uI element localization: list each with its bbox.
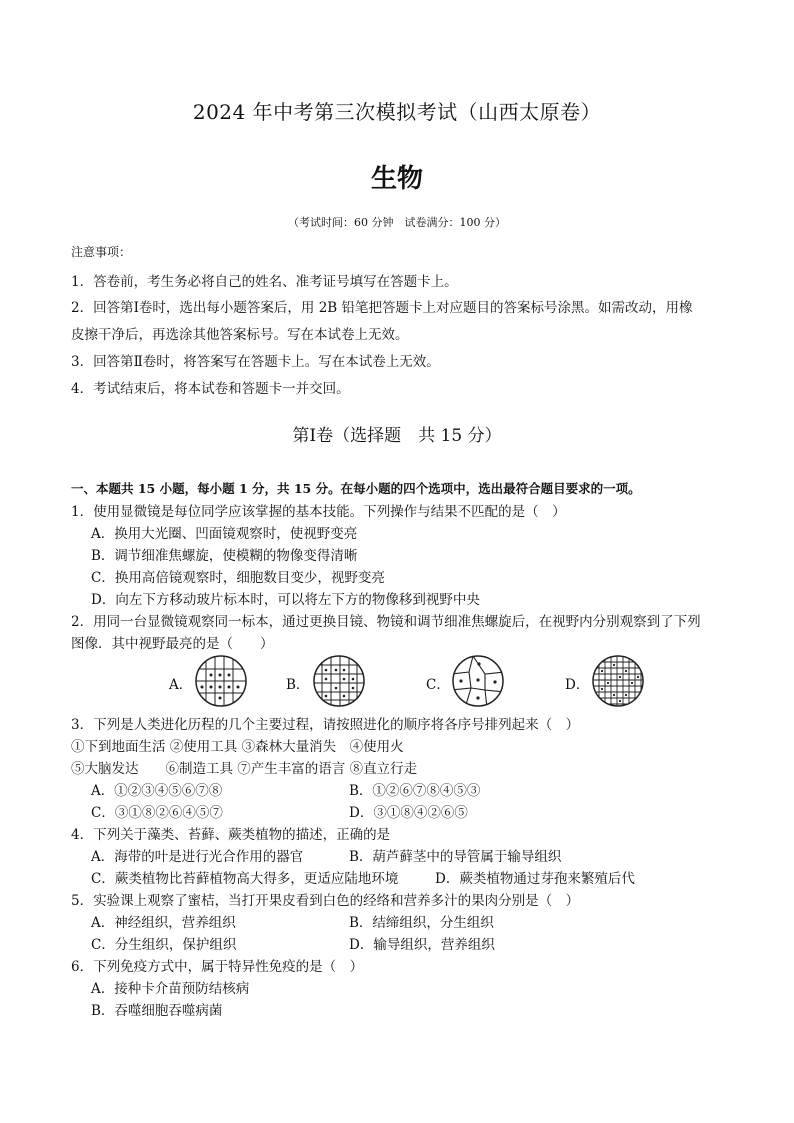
q2-image-a [194,654,248,708]
q4-option-c: C．蕨类植物比苔藓植物高大得多，更适应陆地环境 [91,871,399,887]
q2-image-b [312,654,366,708]
notice-item-1: 1．答卷前，考生务必将自己的姓名、准考证号填写在答题卡上。 [71,274,458,290]
notice-item-2-cont: 皮擦干净后，再选涂其他答案标号。写在本试卷上无效。 [71,327,409,343]
q2-image-c [451,654,505,708]
q2-option-d-label: D． [565,677,590,693]
notice-item-2: 2．回答第Ⅰ卷时，选出每小题答案后，用 2B 铅笔把答题卡上对应题目的答案标号涂黑。如需改动，用橡 [71,300,693,316]
q4-option-a: A．海带的叶是进行光合作用的器官 [91,849,304,865]
part1-heading: 第Ⅰ卷（选择题 共 15 分） [292,426,502,446]
q2-option-c-label: C． [426,677,450,693]
q1-option-c: C．换用高倍镜观察时，细胞数目变少，视野变亮 [91,570,385,586]
q1-stem: 1．使用显微镜是每位同学应该掌握的基本技能。下列操作与结果不匹配的是（ ） [71,504,566,520]
q2-option-b-label: B． [286,677,310,693]
notice-item-4: 4．考试结束后，将本试卷和答题卡一并交回。 [71,381,350,397]
exam-info: （考试时间：60 分钟 试卷满分：100 分） [288,216,506,229]
q5-stem: 5．实验课上观察了蜜桔，当打开果皮看到白色的经络和营养多汁的果肉分别是（ ） [71,893,580,909]
q6-option-a: A．接种卡介苗预防结核病 [91,981,250,997]
subject-title: 生物 [370,164,423,194]
q3-option-d: D．③①⑧④②⑥⑤ [349,805,468,821]
q3-option-b: B．①②⑥⑦⑧④⑤③ [349,783,481,799]
q2-option-a-label: A． [169,677,193,693]
q5-option-c: C．分生组织，保护组织 [91,937,237,953]
q5-option-d: D．输导组织，营养组织 [349,937,495,953]
q4-option-b: B．葫芦藓茎中的导管属于输导组织 [349,849,562,865]
q5-option-b: B．结缔组织，分生组织 [349,915,494,931]
q4-option-d: D．蕨类植物通过芽孢来繁殖后代 [435,871,635,887]
q2-stem-line2: 图像．其中视野最亮的是（ ） [71,636,274,652]
q3-list-1: ①下到地面生活 ②使用工具 ③森林大量消失 ④使用火 [71,739,404,755]
q4-stem: 4．下列关于藻类、苔藓、蕨类植物的描述，正确的是 [71,827,391,843]
q1-option-d: D．向左下方移动玻片标本时，可以将左下方的物像移到视野中央 [91,592,480,608]
q3-option-c: C．③①⑧②⑥④⑤⑦ [91,805,223,821]
notice-heading: 注意事项： [71,245,132,259]
q1-option-b: B．调节细准焦螺旋，使模糊的物像变得清晰 [91,548,358,564]
q2-stem-line1: 2．用同一台显微镜观察同一标本，通过更换目镜、物镜和调节细准焦螺旋后，在视野内分别观察到了下列 [71,614,701,630]
q1-option-a: A．换用大光圈、凹面镜观察时，使视野变亮 [91,526,358,542]
q6-stem: 6．下列免疫方式中，属于特异性免疫的是（ ） [71,959,364,975]
q5-option-a: A．神经组织，营养组织 [91,915,236,931]
part1-instruction: 一、本题共 15 小题，每小题 1 分，共 15 分。在每小题的四个选项中，选出最符合题目要求的一项。 [71,481,641,496]
q3-stem: 3．下列是人类进化历程的几个主要过程，请按照进化的顺序将各序号排列起来（ ） [71,717,580,733]
exam-title: 2024 年中考第三次模拟考试（山西太原卷） [192,100,602,124]
q3-option-a: A．①②③④⑤⑥⑦⑧ [91,783,223,799]
q6-option-b: B．吞噬细胞吞噬病菌 [91,1003,223,1019]
notice-item-3: 3．回答第Ⅱ卷时，将答案写在答题卡上。写在本试卷上无效。 [71,354,440,370]
q2-image-d [591,654,645,708]
q3-list-2: ⑤大脑发达 ⑥制造工具 ⑦产生丰富的语言 ⑧直立行走 [71,761,418,777]
